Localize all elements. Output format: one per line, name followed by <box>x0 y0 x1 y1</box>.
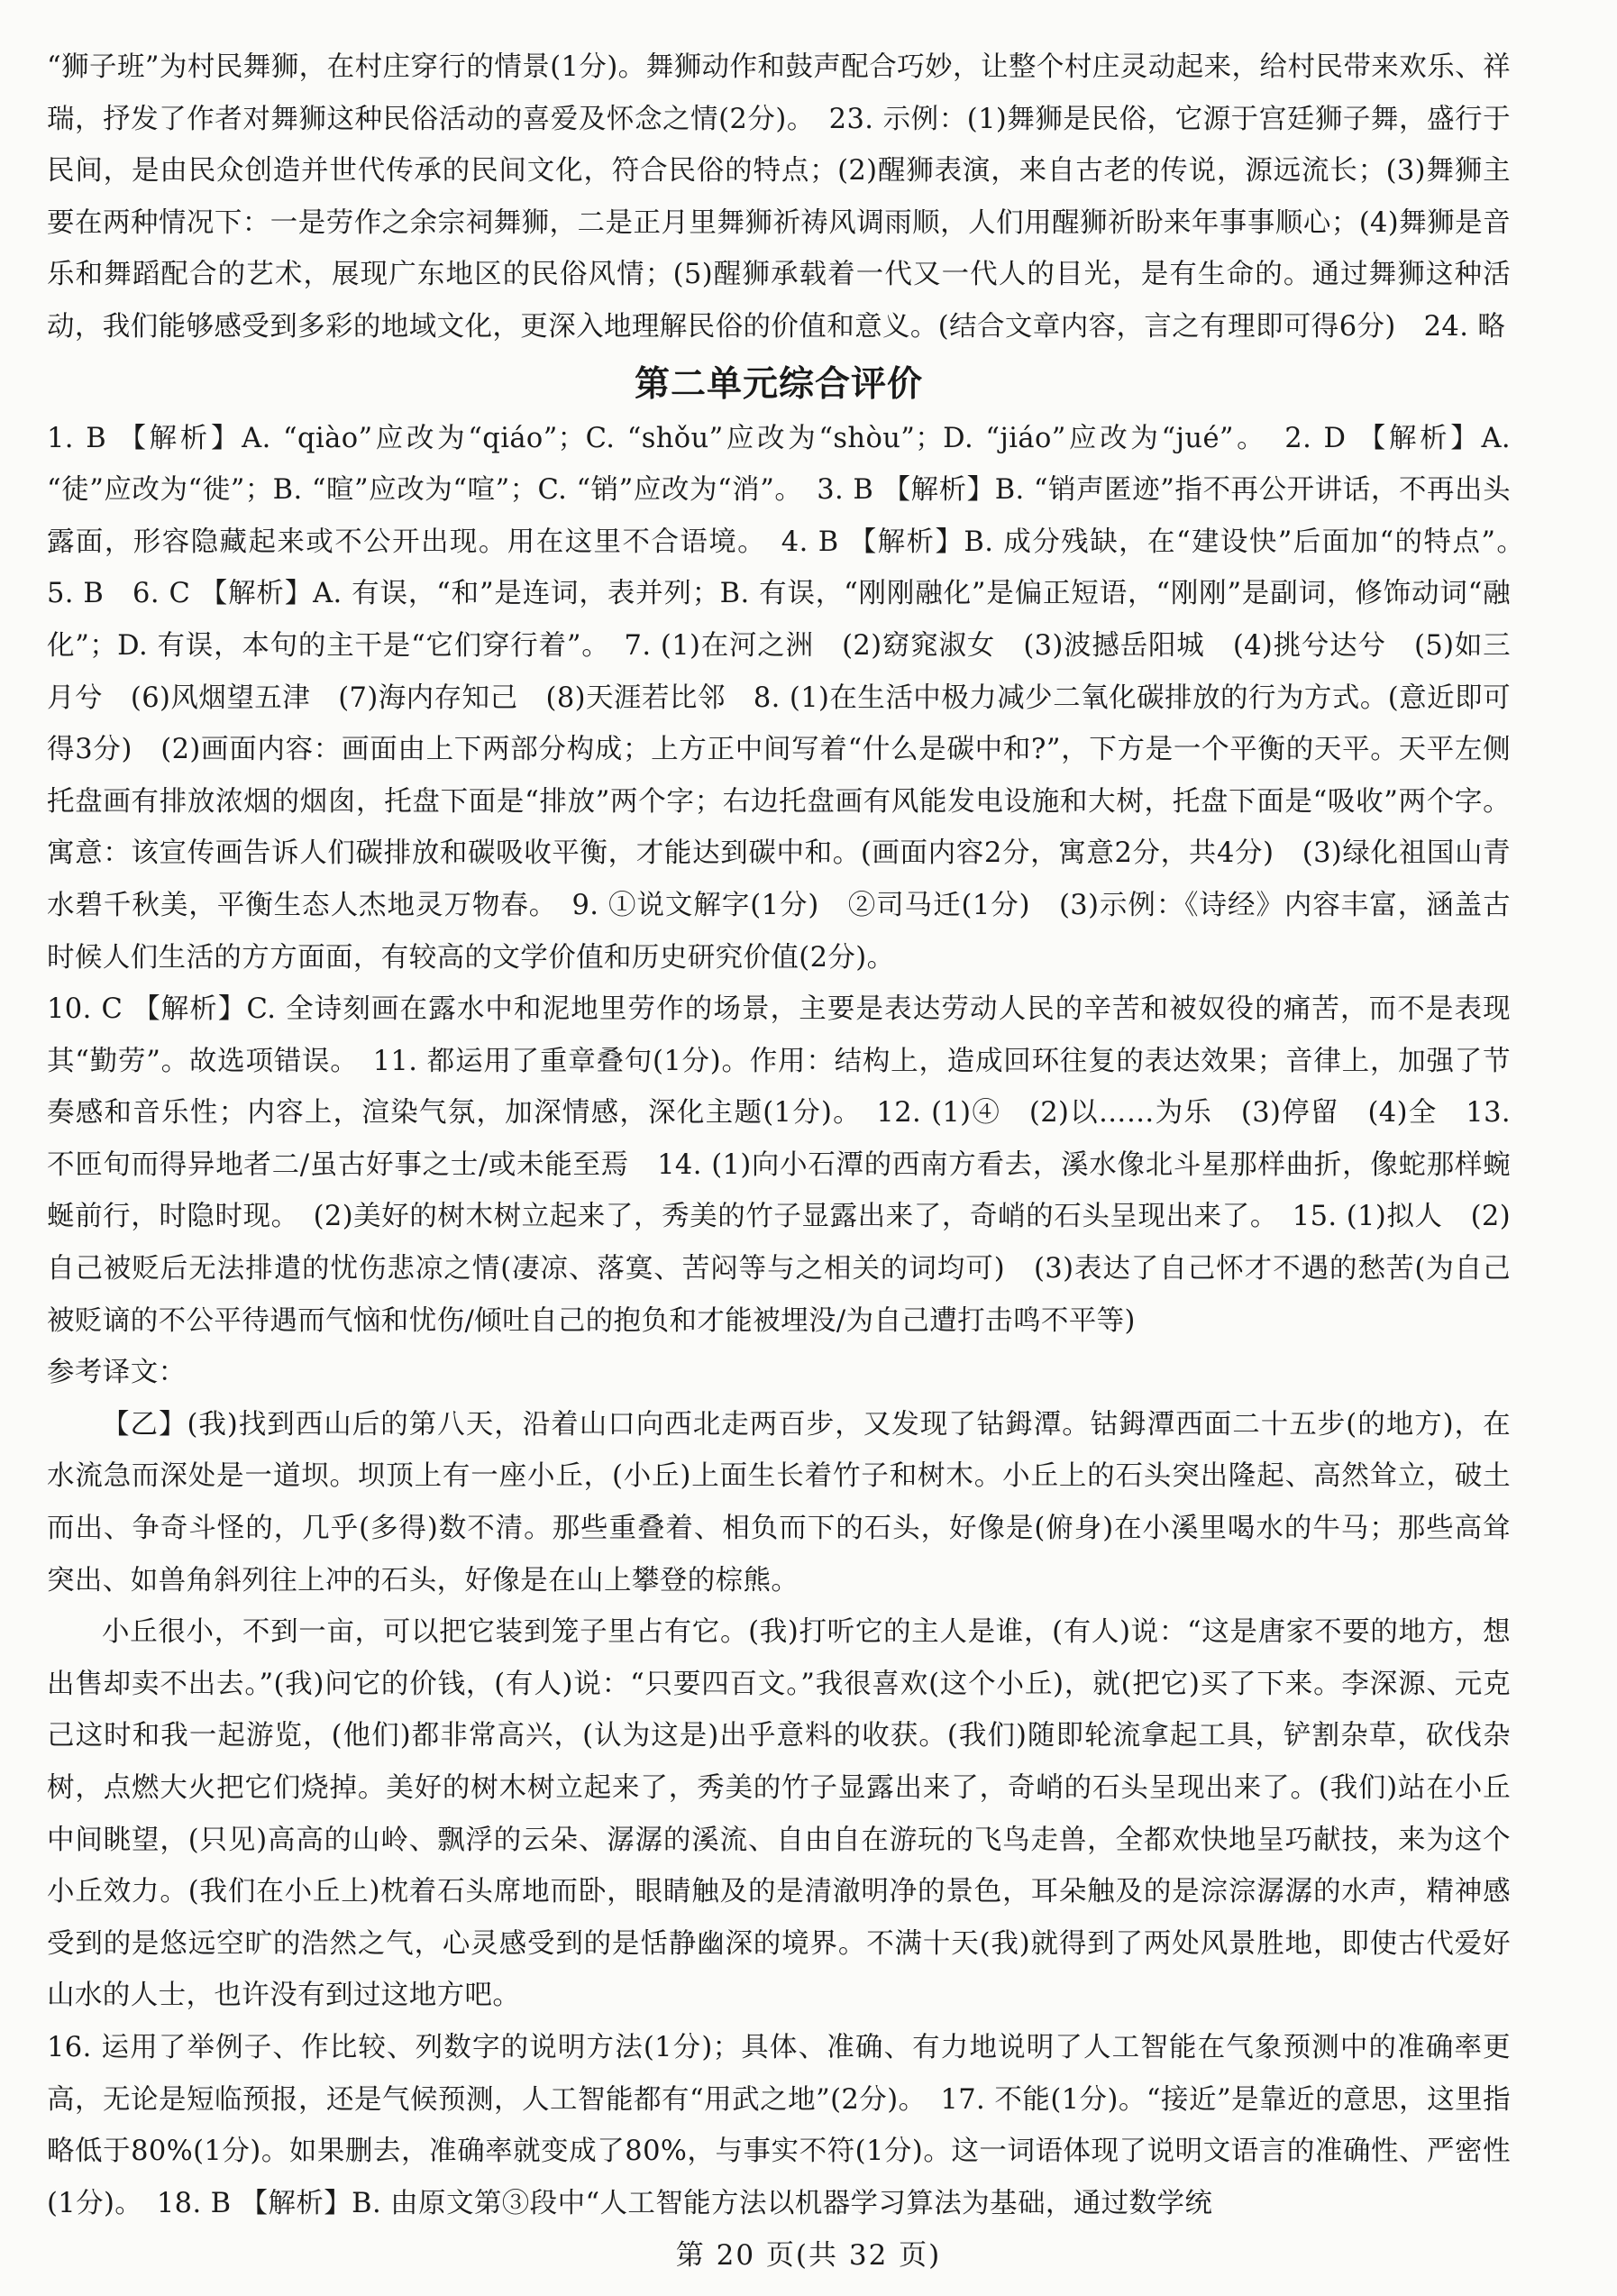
page-number: 第 20 页(共 32 页) <box>675 2239 942 2272</box>
answers-unit2-q10-q15: 10. C 【解析】C. 全诗刻画在露水中和泥地里劳作的场景，主要是表达劳动人民的辛苦和被奴役的痛苦，而不是表现其“勤劳”。故选项错误。 11. 都运用了重章叠句(1分)。作用：结构上，造成回环往复的表达效果；音律上，加强了节奏感和音乐性；内容上，渲染气氛，加深情感，深化主题(1分)。 12. (1)④ (2)以……为乐 (3)停留 (4)全 13. 不匝旬而得异地者二/虽古好事之士/或未能至焉 14. (1)向小石潭的西南方看去，溪水像北斗星那样曲折，像蛇那样蜿蜒前行，时隐时现。 (2)美好的树木树立起来了，秀美的竹子显露出来了，奇峭的石头呈现出来了。 15. (1)拟人 (2)自己被贬后无法排遣的忧伤悲凉之情(凄凉、落寞、苦闷等与之相关的词均可) (3)表达了自己怀才不遇的愁苦(为自己被贬谪的不公平待遇而气恼和忧伤/倾吐自己的抱负和才能被埋没/为自己遭打击鸣不平等) <box>47 993 1511 1337</box>
answers-unit1-tail: “狮子班”为村民舞狮，在村庄穿行的情景(1分)。舞狮动作和鼓声配合巧妙，让整个村庄灵动起来，给村民带来欢乐、祥瑞，抒发了作者对舞狮这种民俗活动的喜爱及怀念之情(2分)。 23. 示例：(1)舞狮是民俗，它源于宫廷狮子舞，盛行于民间，是由民众创造并世代传承的民间文化，符合民俗的特点；(2)醒狮表演，来自古老的传说，源远流长；(3)舞狮主要在两种情况下：一是劳作之余宗祠舞狮，二是正月里舞狮祈祷风调雨顺，人们用醒狮祈盼来年事事顺心；(4)舞狮是音乐和舞蹈配合的艺术，展现广东地区的民俗风情；(5)醒狮承载着一代又一代人的目光，是有生命的。通过舞狮这种活动，我们能够感受到多彩的地域文化，更深入地理解民俗的价值和意义。(结合文章内容，言之有理即可得6分) 24. 略 <box>47 51 1511 343</box>
answers-unit2-q1-q9: 1. B 【解析】A. “qiào”应改为“qiáo”；C. “shǒu”应改为“shòu”；D. “jiáo”应改为“jué”。 2. D 【解析】A. “徒”应改为“徙”；B. “暄”应改为“喧”；C. “销”应改为“消”。 3. B 【解析】B. “销声匿迹”指不再公开讲话，不再出头露面，形容隐藏起来或不公开出现。用在这里不合语境。 4. B 【解析】B. 成分残缺，在“建设快”后面加“的特点”。 5. B 6. C 【解析】A. 有误，“和”是连词，表并列；B. 有误，“刚刚融化”是偏正短语，“刚刚”是副词，修饰动词“融化”；D. 有误，本句的主干是“它们穿行着”。 7. (1)在河之洲 (2)窈窕淑女 (3)波撼岳阳城 (4)挑兮达兮 (5)如三月兮 (6)风烟望五津 (7)海内存知己 (8)天涯若比邻 8. (1)在生活中极力减少二氧化碳排放的行为方式。(意近即可得3分) (2)画面内容：画面由上下两部分构成；上方正中间写着“什么是碳中和?”，下方是一个平衡的天平。天平左侧托盘画有排放浓烟的烟囱，托盘下面是“排放”两个字；右边托盘画有风能发电设施和大树，托盘下面是“吸收”两个字。寓意：该宣传画告诉人们碳排放和碳吸收平衡，才能达到碳中和。(画面内容2分，寓意2分，共4分) (3)绿化祖国山青水碧千秋美，平衡生态人杰地灵万物春。 9. ①说文解字(1分) ②司马迁(1分) (3)示例：《诗经》内容丰富，涵盖古时候人们生活的方方面面，有较高的文学价值和历史研究价值(2分)。 <box>47 422 1539 974</box>
answers-unit2-q16-q18: 16. 运用了举例子、作比较、列数字的说明方法(1分)；具体、准确、有力地说明了人工智能在气象预测中的准确率更高，无论是短临预报，还是气候预测，人工智能都有“用武之地”(2分)。 17. 不能(1分)。“接近”是靠近的意思，这里指略低于80%(1分)。如果删去，准确率就变成了80%，与事实不符(1分)。这一词语体现了说明文语言的准确性、严密性(1分)。 18. B 【解析】B. 由原文第③段中“人工智能方法以机器学习算法为基础，通过数学统 <box>47 2031 1511 2219</box>
section-title: 第二单元综合评价 <box>634 363 923 405</box>
translation-label: 参考译文： <box>47 1357 187 1389</box>
translation-paragraph-2: 小丘很小，不到一亩，可以把它装到笼子里占有它。(我)打听它的主人是谁，(有人)说：“这是唐家不要的地方，想出售却卖不出去。”(我)问它的价钱，(有人)说：“只要四百文。”我很喜欢(这个小丘)，就(把它)买了下来。李深源、元克己这时和我一起游览，(他们)都非常高兴，(认为这是)出乎意料的收获。(我们)随即轮流拿起工具，铲割杂草，砍伐杂树，点燃大火把它们烧掉。美好的树木树立起来了，秀美的竹子显露出来了，奇峭的石头呈现出来了。(我们)站在小丘中间眺望，(只见)高高的山岭、飘浮的云朵、潺潺的溪流、自由自在游玩的飞鸟走兽，全都欢快地呈巧献技，来为这个小丘效力。(我们在小丘上)枕着石头席地而卧，眼睛触及的是清澈明净的景色，耳朵触及的是淙淙潺潺的水声，精神感受到的是悠远空旷的浩然之气，心灵感受到的是恬静幽深的境界。不满十天(我)就得到了两处风景胜地，即使古代爱好山水的人士，也许没有到过这地方吧。 <box>47 1616 1511 2012</box>
answer-body <box>47 41 1539 2229</box>
translation-paragraph-1: 【乙】(我)找到西山后的第八天，沿着山口向西北走两百步，又发现了钴鉧潭。钴鉧潭西面二十五步(的地方)，在水流急而深处是一道坝。坝顶上有一座小丘，(小丘)上面生长着竹子和树木。小丘上的石头突出隆起、高然耸立，破土而出、争奇斗怪的，几乎(多得)数不清。那些重叠着、相负而下的石头，好像是(俯身)在小溪里喝水的牛马；那些高耸突出、如兽角斜列往上冲的石头，好像是在山上攀登的棕熊。 <box>47 1408 1511 1596</box>
